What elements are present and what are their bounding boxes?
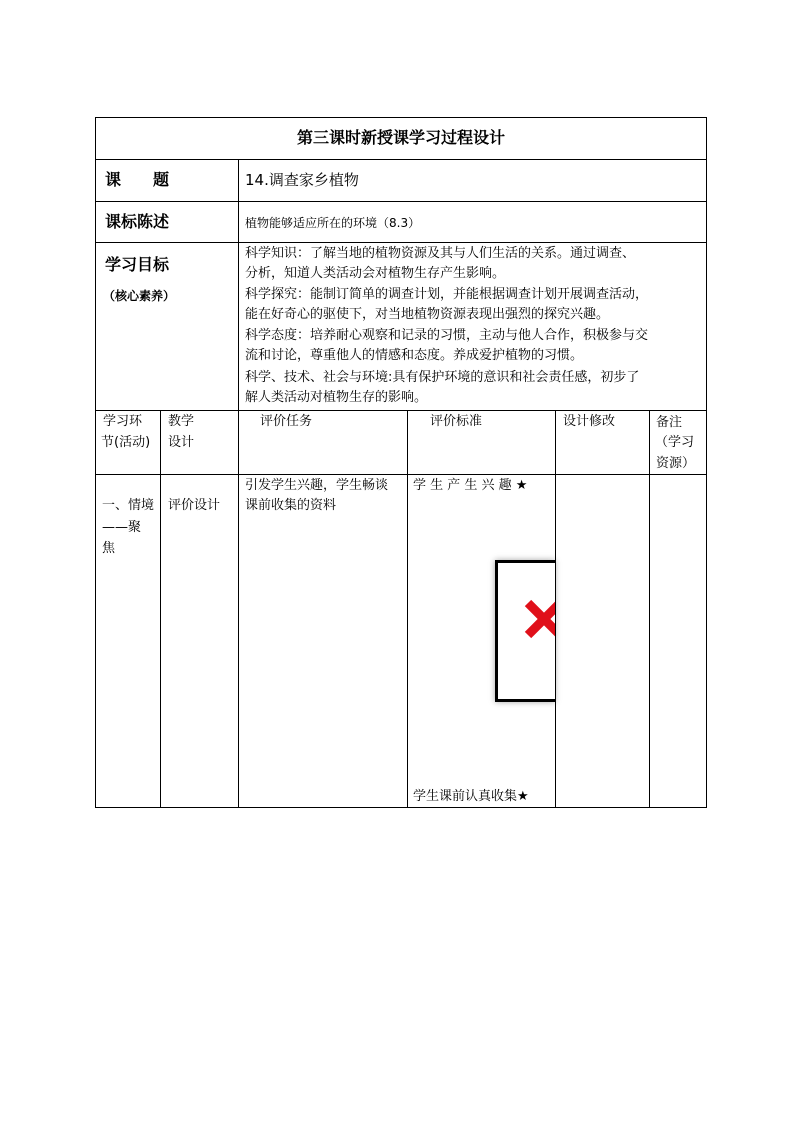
column-divider (160, 410, 161, 808)
header-notes: （学习 (655, 435, 695, 450)
header-revision: 设计修改 (563, 414, 616, 429)
goals-line: 能在好奇心的驱使下，对当地植物资源表现出强烈的探究兴趣。 (245, 307, 610, 322)
goals-line: 科学、技术、社会与环境:具有保护环境的意识和社会责任感，初步了 (245, 370, 640, 385)
table-title: 第三课时新授课学习过程设计 (296, 128, 505, 147)
goals-sublabel: （核心素养） (103, 289, 176, 303)
task-cell: 课前收集的资料 (245, 498, 337, 513)
standard-value: 植物能够适应所在的环境（8.3） (245, 216, 421, 230)
goals-line: 科学态度：培养耐心观察和记录的习惯，主动与他人合作，积极参与交 (245, 328, 649, 343)
goals-line: 科学知识：了解当地的植物资源及其与人们生活的关系。通过调查、 (245, 246, 636, 261)
row-divider (95, 242, 707, 243)
criteria-collection: 学生课前认真收集★ (413, 789, 529, 804)
design-cell: 评价设计 (168, 498, 221, 513)
header-stage: 学习环 (103, 414, 143, 429)
goals-line: 科学探究：能制订简单的调查计划，并能根据调查计划开展调查活动， (245, 287, 649, 302)
goals-line: 解人类活动对植物生存的影响。 (245, 390, 428, 405)
broken-image-placeholder (495, 560, 555, 702)
topic-label: 课 题 (105, 170, 170, 189)
column-divider (407, 410, 408, 808)
standard-label: 课标陈述 (105, 212, 170, 231)
column-divider (555, 410, 556, 808)
row-divider (95, 201, 707, 202)
header-criteria: 评价标准 (430, 414, 483, 429)
header-design: 设计 (168, 435, 195, 450)
stage-cell: ——聚 (102, 520, 142, 535)
stage-cell: 焦 (102, 541, 116, 556)
broken-image-icon (524, 599, 555, 639)
header-notes: 资源） (656, 456, 696, 471)
label-column-divider (238, 159, 239, 410)
goals-line: 流和讨论，尊重他人的情感和态度。养成爱护植物的习惯。 (245, 348, 584, 363)
topic-value: 14.调查家乡植物 (245, 171, 359, 189)
criteria-interest: 学 生 产 生 兴 趣 ★ (413, 478, 528, 493)
row-divider (95, 410, 707, 411)
header-task: 评价任务 (260, 414, 313, 429)
column-divider (649, 410, 650, 808)
header-design: 教学 (168, 414, 195, 429)
column-divider (238, 410, 239, 808)
row-divider (95, 159, 707, 160)
goals-line: 分析，知道人类活动会对植物生存产生影响。 (245, 266, 506, 281)
row-divider (95, 474, 707, 475)
goals-label: 学习目标 (105, 255, 170, 274)
header-stage: 节(活动) (101, 435, 151, 450)
stage-cell: 一、情境 (102, 498, 155, 513)
task-cell: 引发学生兴趣，学生畅谈 (245, 478, 389, 493)
header-notes: 备注 (656, 415, 683, 430)
